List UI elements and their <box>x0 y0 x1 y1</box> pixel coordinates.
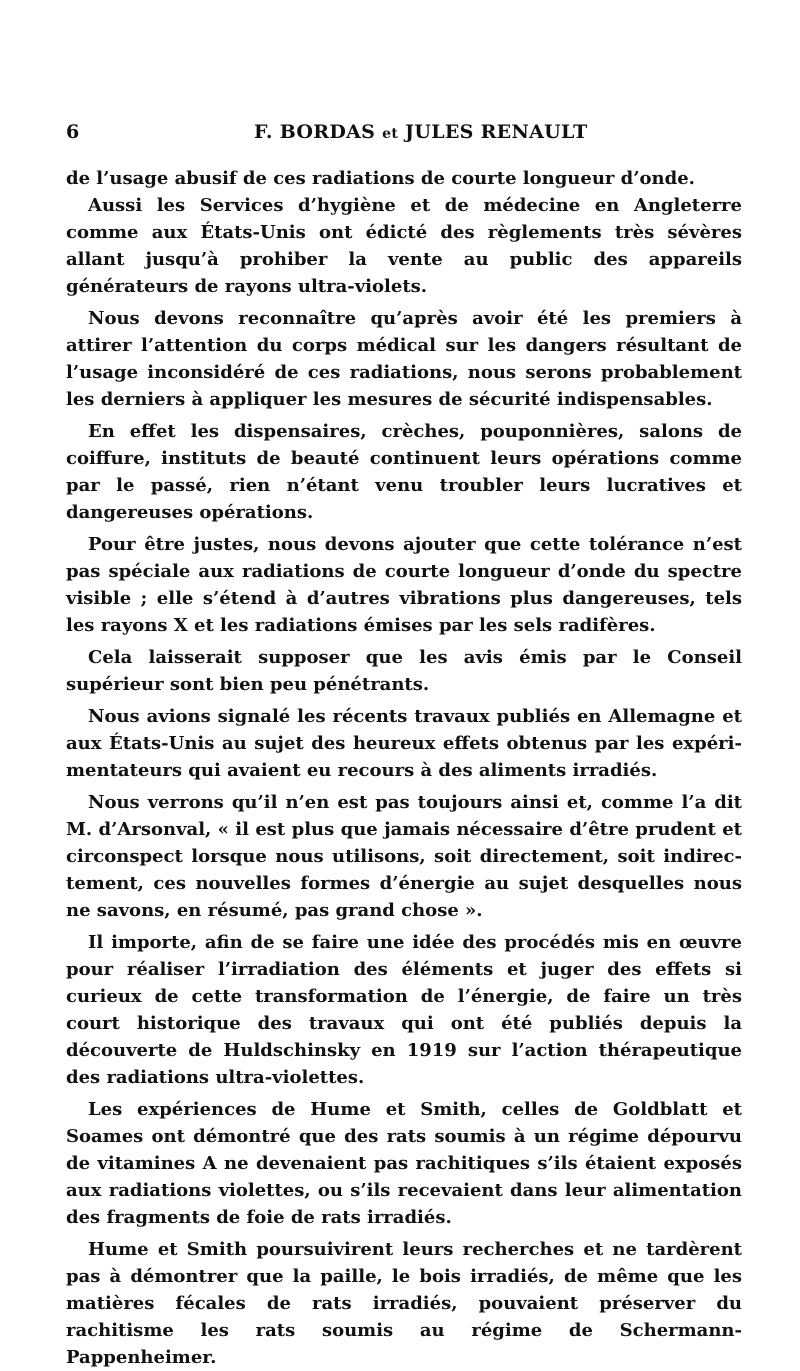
conjunction: et <box>382 126 399 142</box>
paragraph: Cela laisserait supposer que les avis émis par le Conseil supérieur sont bien peu pénétrants. <box>66 647 742 695</box>
author-2: JULES RENAULT <box>405 121 588 143</box>
paragraph: Aussi les Services d’hygiène et de médecine en Angleterre comme aux États-Unis ont édicté des règlements très sévères allant jusqu’à prohiber la vente au public des appareils générateurs de rayons ultra-violets. <box>66 195 742 297</box>
paragraph: Nous verrons qu’il n’en est pas toujours ainsi et, comme l’a dit M. d’Arsonval, « il est plus que jamais nécessaire d’être prudent et circonspect lorsque nous utilisons, soit directement, soit indirectement, ces nouvelles formes d’énergie au sujet desquelles nous ne savons, en résumé, pas grand chose ». <box>66 792 742 921</box>
paragraph: Nous devons reconnaître qu’après avoir été les premiers à attirer l’attention du corps médical sur les dangers résultant de l’usage inconsidéré de ces radiations, nous serons probablement les derniers à appliquer les mesures de sécurité indispensables. <box>66 308 742 410</box>
page-number: 6 <box>66 121 80 143</box>
paragraph: Nous avions signalé les récents travaux publiés en Allemagne et aux États-Unis au sujet des heureux effets obtenus par les expérimentateurs qui avaient eu recours à des aliments irradiés. <box>66 706 742 781</box>
body-text <box>66 165 742 1371</box>
paragraph: Les expériences de Hume et Smith, celles de Goldblatt et Soames ont démontré que des rats soumis à un régime dépourvu de vitamines A ne devenaient pas rachitiques s’ils étaient exposés aux radiations violettes, ou s’ils recevaient dans leur alimentation des fragments de foie de rats irradiés. <box>66 1099 742 1228</box>
author-1: F. BORDAS <box>254 121 376 143</box>
paragraph: Pour être justes, nous devons ajouter que cette tolérance n’est pas spéciale aux radiations de courte longueur d’onde du spectre visible ; elle s’étend à d’autres vibrations plus dangereuses, tels les rayons X et les radiations émises par les sels radifères. <box>66 534 742 636</box>
running-head <box>254 121 588 143</box>
paragraph-continued: de l’usage abusif de ces radiations de courte longueur d’onde. <box>66 168 695 189</box>
paragraph: Il importe, afin de se faire une idée des procédés mis en œuvre pour réaliser l’irradiation des éléments et juger des effets si curieux de cette transformation de l’énergie, de faire un très court historique des travaux qui ont été publiés depuis la découverte de Huldschinsky en 1919 sur l’action thérapeutique des radiations ultra-violettes. <box>66 932 742 1088</box>
paragraph: En effet les dispensaires, crèches, pouponnières, salons de coiffure, instituts de beauté continuent leurs opérations comme par le passé, rien n’étant venu troubler leurs lucratives et dangereuses opérations. <box>66 421 742 523</box>
paragraph: Hume et Smith poursuivirent leurs recherches et ne tardèrent pas à démontrer que la paille, le bois irradiés, de même que les matières fécales de rats irradiés, pouvaient préserver du rachitisme les rats soumis au régime de Schermann-Pappenheimer. <box>66 1239 742 1368</box>
